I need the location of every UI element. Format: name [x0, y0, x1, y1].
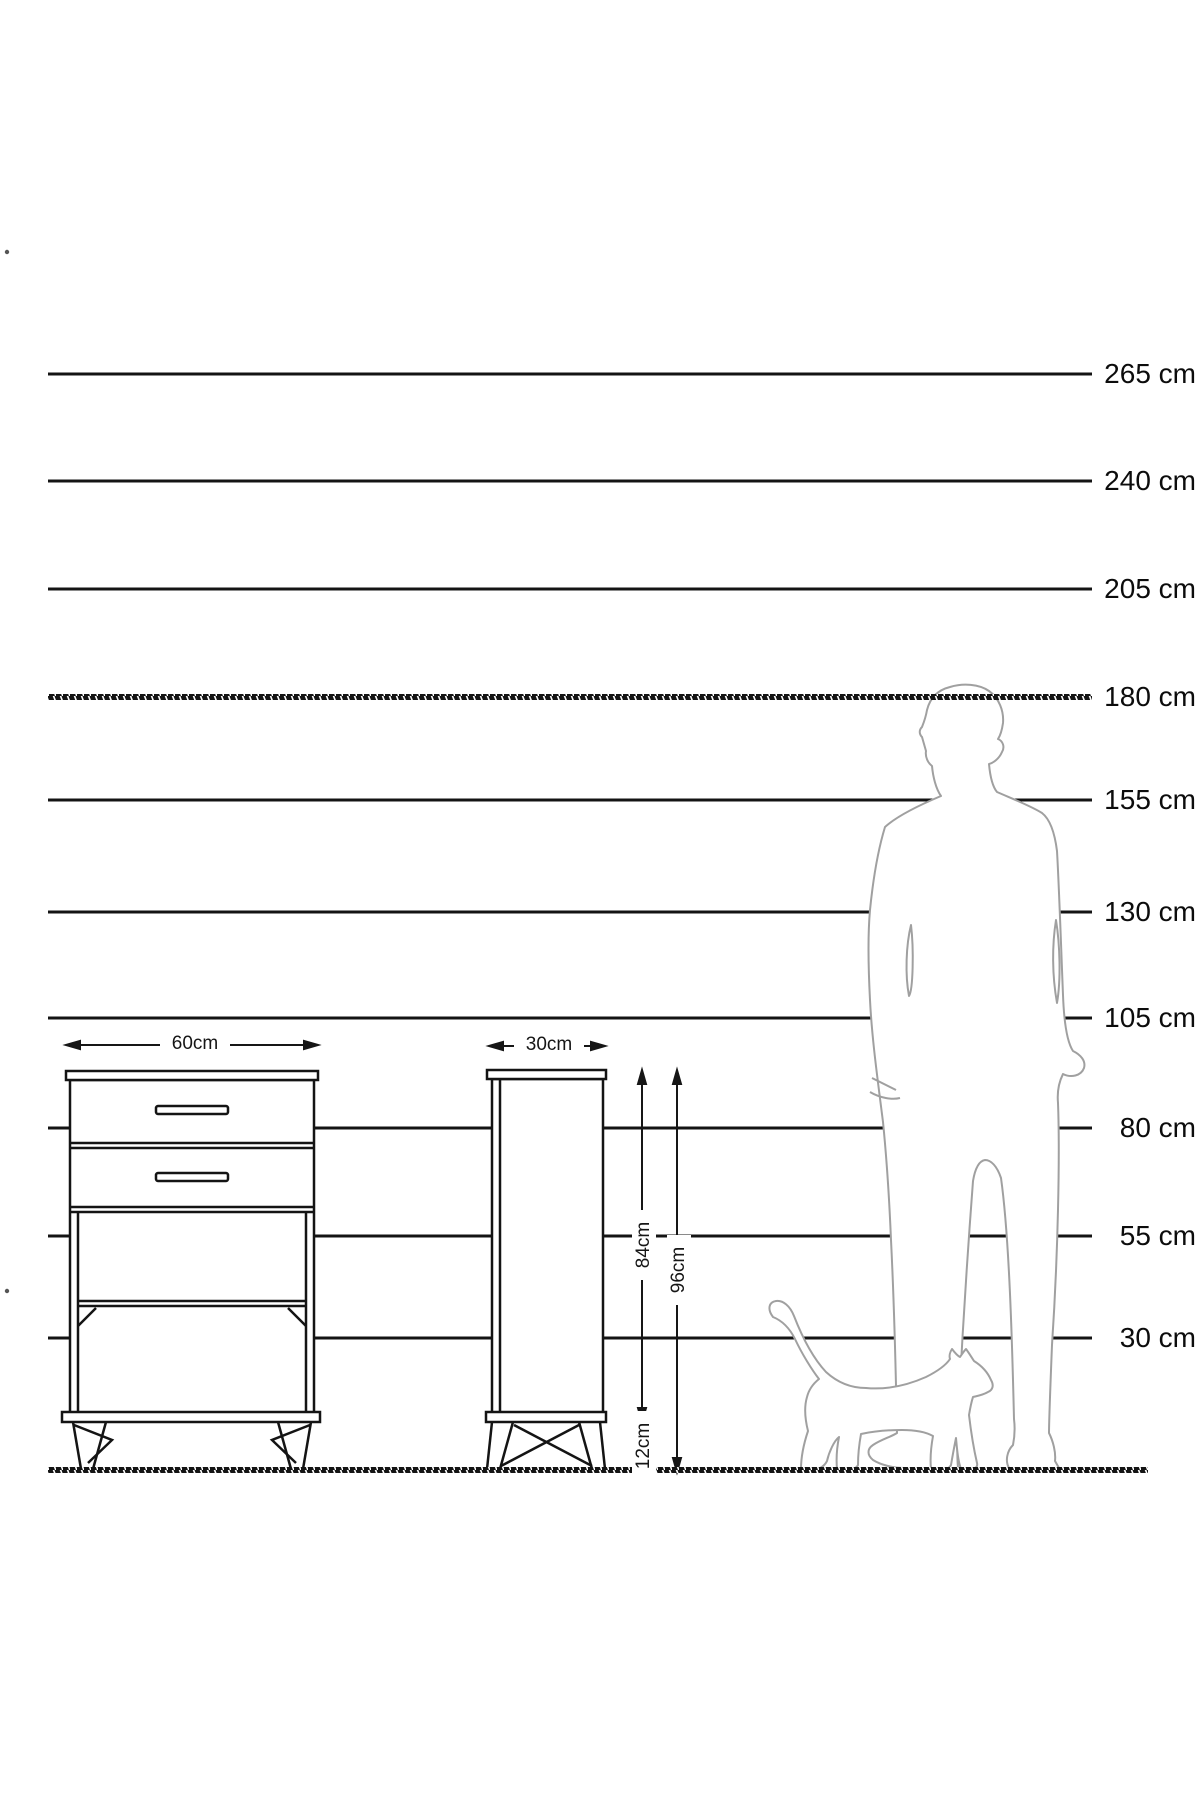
ruler-label-30: 30 cm — [1119, 1322, 1196, 1353]
side-top-board — [487, 1070, 606, 1079]
ruler-label-130: 130 cm — [1104, 896, 1196, 927]
front-width-label: 60cm — [160, 1032, 230, 1056]
artifact-dot — [5, 250, 9, 254]
cabinet-bottom-board — [62, 1412, 320, 1422]
cabinet-body — [70, 1080, 314, 1413]
man-outline — [869, 685, 1085, 1468]
ruler-label-240: 240 cm — [1104, 465, 1196, 496]
side-legs — [487, 1422, 605, 1469]
ruler-label-155: 155 cm — [1104, 784, 1196, 815]
cabinet-side-view — [486, 1070, 606, 1469]
cabinet-legs — [73, 1422, 311, 1469]
total-height-label: 96cm — [667, 1235, 691, 1305]
side-body — [492, 1079, 603, 1413]
side-bottom-board — [486, 1412, 606, 1422]
ruler-label-80: 80 cm — [1119, 1112, 1196, 1143]
ruler-line-180-hatched — [48, 694, 1092, 700]
ruler-label-55: 55 cm — [1119, 1220, 1196, 1251]
ground-line — [48, 1467, 1148, 1473]
ruler-label-265: 265 cm — [1104, 358, 1196, 389]
cabinet-top-board — [66, 1071, 318, 1080]
side-depth-label: 30cm — [514, 1033, 584, 1057]
ruler-label-105: 105 cm — [1104, 1002, 1196, 1033]
body-height-label: 84cm — [632, 1210, 656, 1280]
leg-height-label: 12cm — [632, 1411, 656, 1481]
ruler-label-205: 205 cm — [1104, 573, 1196, 604]
drawer-handle — [156, 1106, 228, 1114]
artifact-dot — [5, 1289, 9, 1293]
cabinet-front-view — [62, 1071, 320, 1469]
drawer-handle — [156, 1173, 228, 1181]
man-silhouette — [869, 685, 1085, 1468]
ruler-label-180: 180 cm — [1104, 681, 1196, 712]
man-sleeve-seam-back — [1053, 920, 1059, 1003]
